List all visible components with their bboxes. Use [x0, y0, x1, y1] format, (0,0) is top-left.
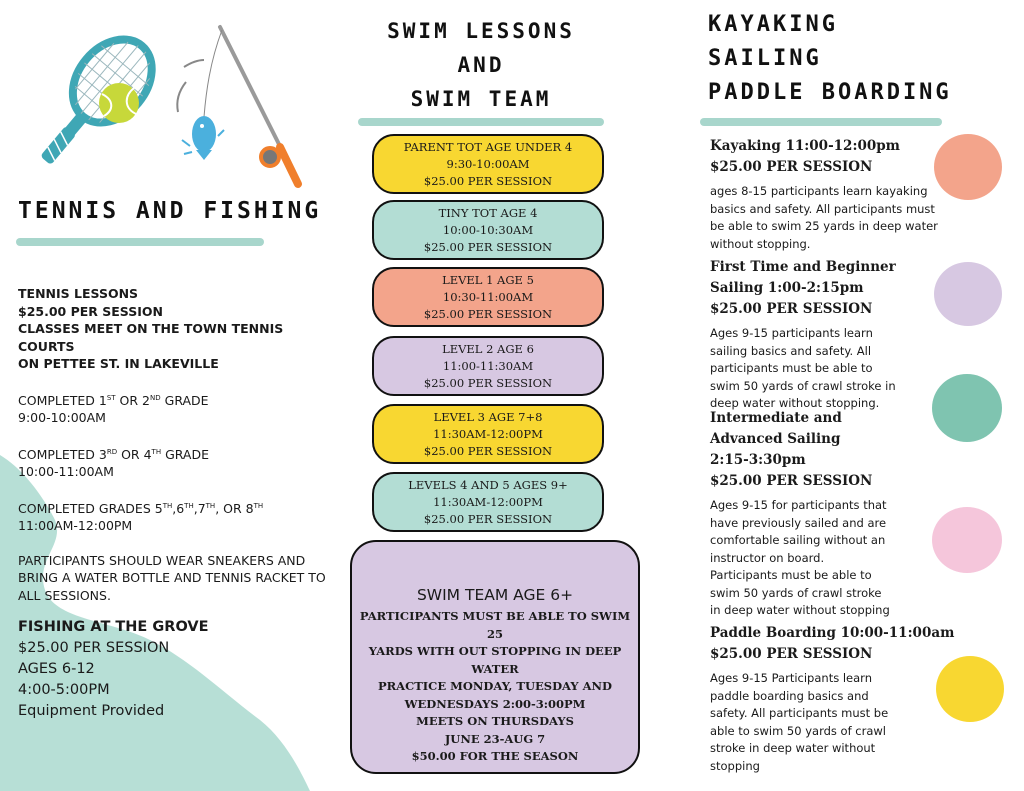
tennis-note: PARTICIPANTS SHOULD WEAR SNEAKERS AND BRING A WATER BOTTLE AND TENNIS RACKET TO ALL SESSIONS. — [18, 552, 326, 603]
level-price: $25.00 PER SESSION — [423, 511, 553, 526]
level-time: 9:30-10:00AM — [446, 156, 530, 171]
swim-title-underline — [358, 118, 604, 126]
level-name: LEVEL 3 AGE 7+8 — [433, 409, 543, 424]
pink-dot — [932, 507, 1002, 573]
swim-level-card — [372, 336, 604, 396]
level-price: $25.00 PER SESSION — [423, 443, 553, 458]
level-price: $25.00 PER SESSION — [423, 173, 553, 188]
fishing-section — [18, 617, 278, 722]
green-dot — [932, 374, 1002, 442]
yellow-dot — [936, 656, 1004, 722]
fishing-time: 4:00-5:00PM — [18, 682, 110, 698]
tennis-group-2-time: 10:00-11:00AM — [18, 464, 114, 480]
fishing-title: FISHING AT THE GROVE — [18, 619, 209, 635]
tennis-group-3: COMPLETED GRADES 5TH,6TH,7TH, OR 8TH 11:00AM-12:00PM — [18, 500, 264, 534]
level-price: $25.00 PER SESSION — [423, 375, 553, 390]
paddle-boarding-section: Paddle Boarding 10:00-11:00am $25.00 PER SESSION Ages 9-15 Participants learn paddle boarding basics and safety. All participants must be able to swim 50 yards of crawl stroke in deep water without stopping — [710, 625, 955, 773]
fishing-equipment: Equipment Provided — [18, 703, 165, 719]
level-price: $25.00 PER SESSION — [423, 239, 553, 254]
tennis-group-3-time: 11:00AM-12:00PM — [18, 518, 133, 534]
tennis-group-1-time: 9:00-10:00AM — [18, 410, 106, 426]
kayak-section: Kayaking 11:00-12:00pm $25.00 PER SESSION ages 8-15 participants learn kayaking basics and safety. All participants must be able to swim 25 yards in deep water without stopping. — [710, 138, 938, 251]
swim-title: SWIM LESSONS AND SWIM TEAM — [387, 19, 575, 111]
swim-level-card — [372, 404, 604, 464]
level-time: 11:30AM-12:00PM — [433, 494, 543, 509]
tennis-racket-icon — [18, 24, 168, 184]
tennis-group-2: COMPLETED 3RD OR 4TH GRADE 10:00-11:00AM — [18, 446, 210, 480]
fish-icon — [178, 110, 238, 170]
beginner-sailing-section: First Time and Beginner Sailing 1:00-2:15pm $25.00 PER SESSION Ages 9-15 participants learn sailing basics and safety. All participants must be able to swim 50 yards of crawl stroke in deep water without stopping. — [710, 259, 896, 410]
fishing-price: $25.00 PER SESSION — [18, 640, 170, 656]
swim-level-card — [372, 200, 604, 260]
level-price: $25.00 PER SESSION — [423, 306, 553, 321]
swim-level-card — [372, 134, 604, 194]
level-time: 11:00-11:30AM — [442, 358, 534, 373]
swim-level-card — [372, 472, 604, 532]
tennis-location-2: ON PETTEE ST. IN LAKEVILLE — [18, 356, 219, 371]
water-sports-title: KAYAKING SAILING PADDLE BOARDING — [708, 12, 952, 105]
tennis-lessons-section — [18, 285, 338, 621]
level-name: LEVEL 2 AGE 6 — [442, 341, 534, 356]
lavender-dot — [934, 262, 1002, 326]
tennis-location-1: CLASSES MEET ON THE TOWN TENNIS COURTS — [18, 321, 284, 354]
water-title-underline — [700, 118, 942, 126]
salmon-dot — [934, 134, 1002, 200]
tennis-header: TENNIS LESSONS — [18, 286, 139, 301]
tennis-fishing-title: TENNIS AND FISHING — [18, 198, 322, 224]
tennis-ball-icon — [98, 82, 140, 124]
swim-level-card — [372, 267, 604, 327]
level-time: 11:30AM-12:00PM — [433, 426, 543, 441]
level-name: LEVEL 1 AGE 5 — [442, 272, 534, 287]
swim-team-title: SWIM TEAM AGE 6+ — [416, 586, 574, 604]
level-time: 10:00-10:30AM — [442, 222, 534, 237]
title-underline — [16, 238, 264, 246]
advanced-sailing-section: Intermediate and Advanced Sailing 2:15-3:30pm $25.00 PER SESSION Ages 9-15 for participants that have previously sailed and are comfortable sailing without an instructor on board. Participants must be able to swim 50 yards of crawl stroke in deep water without stopping — [710, 410, 890, 617]
swim-team-card: SWIM TEAM AGE 6+ PARTICIPANTS MUST BE ABLE TO SWIM 25 YARDS WITH OUT STOPPING IN DEEP WATER PRACTICE MONDAY, TUESDAY AND WEDNESDAYS 2:00-3:00PM MEETS ON THURSDAYS JUNE 23-AUG 7 $50.00 FOR THE SEASON — [350, 540, 640, 774]
level-name: PARENT TOT AGE UNDER 4 — [403, 139, 573, 154]
level-name: LEVELS 4 AND 5 AGES 9+ — [408, 477, 568, 492]
tennis-group-1: COMPLETED 1ST OR 2ND GRADE 9:00-10:00AM — [18, 392, 209, 426]
level-time: 10:30-11:00AM — [442, 289, 534, 304]
level-name: TINY TOT AGE 4 — [438, 205, 538, 220]
tennis-price: $25.00 PER SESSION — [18, 303, 163, 319]
fishing-ages: AGES 6-12 — [18, 661, 95, 677]
